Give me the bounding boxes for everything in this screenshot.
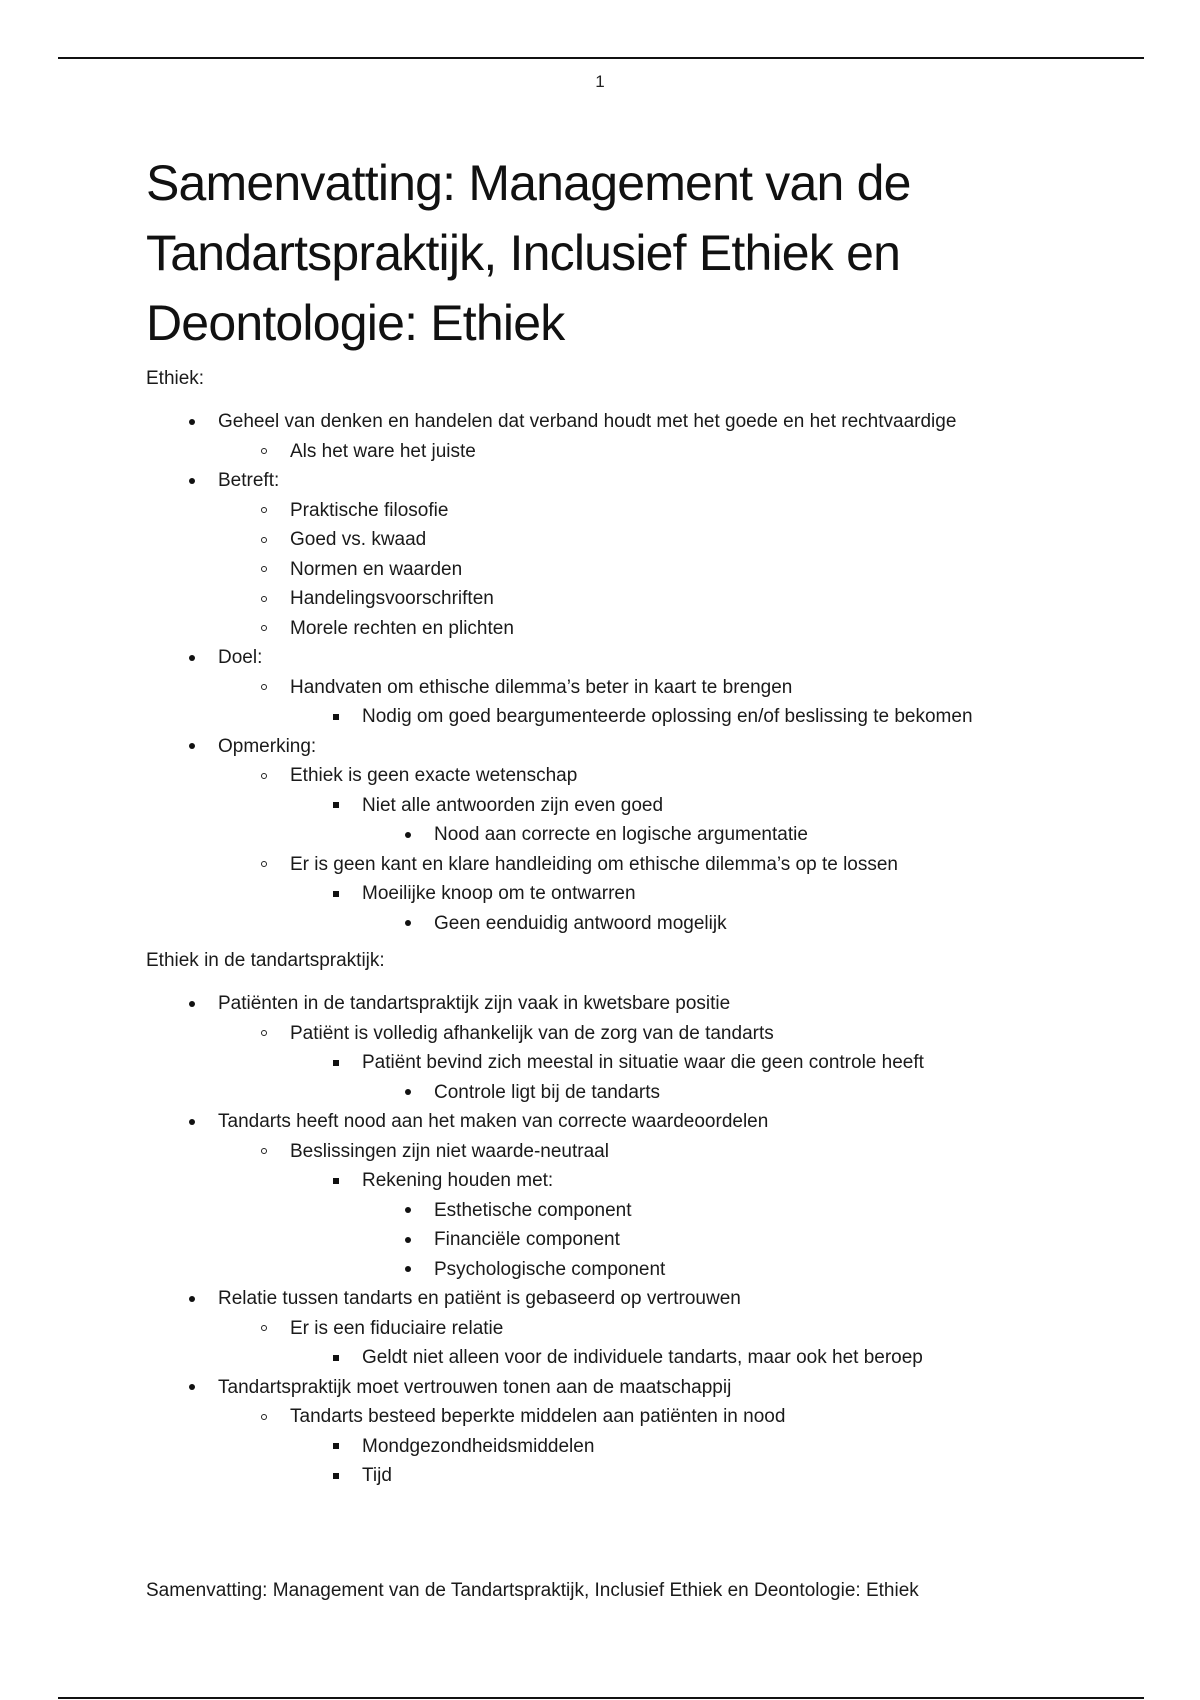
list-item xyxy=(146,1284,1126,1314)
list-item-text: Mondgezondheidsmiddelen xyxy=(362,1435,595,1457)
list-item-text: Tandarts besteed beperkte middelen aan patiënten in nood xyxy=(290,1406,786,1427)
list-item-text: Als het ware het juiste xyxy=(290,440,476,462)
section-label-tandartspraktijk: Ethiek in de tandartspraktijk: xyxy=(146,950,385,971)
list-item xyxy=(146,791,1126,821)
bullet-dot-icon xyxy=(398,820,418,850)
page-number: 1 xyxy=(595,72,605,91)
section-label-ethiek: Ethiek: xyxy=(146,368,205,389)
list-item-text: Betreft: xyxy=(218,470,280,491)
list-item xyxy=(146,584,1126,614)
list-item xyxy=(146,702,1126,732)
document-title: Samenvatting: Management van de Tandartspraktijk, Inclusief Ethiek en Deontologie: Ethiek xyxy=(146,155,911,351)
list-item xyxy=(146,1461,1126,1491)
bullet-dot-icon xyxy=(398,1255,418,1285)
list-item-text: Moeilijke knoop om te ontwarren xyxy=(362,883,636,904)
list-item xyxy=(146,437,1126,467)
list-item-text: Normen en waarden xyxy=(290,558,463,580)
document-body xyxy=(146,148,1126,1491)
bullet-circle-icon xyxy=(254,1137,274,1167)
list-item xyxy=(146,1196,1126,1226)
bullet-circle-icon xyxy=(254,584,274,614)
list-item-text: Psychologische component xyxy=(434,1258,666,1280)
list-item-text: Niet alle antwoorden zijn even goed xyxy=(362,794,664,816)
bullet-circle-icon xyxy=(254,614,274,644)
list-item xyxy=(146,1166,1126,1196)
list-item-text: Geldt niet alleen voor de individuele tandarts, maar ook het beroep xyxy=(362,1347,923,1368)
header-rule xyxy=(58,57,1144,59)
bullet-circle-icon xyxy=(254,673,274,703)
list-item xyxy=(146,879,1126,909)
footer-text: Samenvatting: Management van de Tandartspraktijk, Inclusief Ethiek en Deontologie: Ethiek xyxy=(146,1580,919,1601)
list-item xyxy=(146,1137,1126,1167)
list-item xyxy=(146,820,1126,850)
list-item-text: Rekening houden met: xyxy=(362,1170,554,1191)
list-item xyxy=(146,525,1126,555)
list-item-text: Handvaten om ethische dilemma’s beter in kaart te brengen xyxy=(290,676,793,698)
bullet-square-icon xyxy=(326,1166,346,1196)
bullet-dot-icon xyxy=(182,466,202,496)
list-item xyxy=(146,614,1126,644)
bullet-square-icon xyxy=(326,791,346,821)
list-item xyxy=(146,1048,1126,1078)
bullet-list-tandartspraktijk xyxy=(146,989,1126,1491)
list-item-text: Opmerking: xyxy=(218,735,317,757)
list-item-text: Er is een fiduciaire relatie xyxy=(290,1317,504,1339)
bullet-square-icon xyxy=(326,1432,346,1462)
list-item-text: Esthetische component xyxy=(434,1199,632,1221)
list-item-text: Relatie tussen tandarts en patiënt is gebaseerd op vertrouwen xyxy=(218,1288,741,1309)
footer-rule xyxy=(58,1697,1144,1699)
list-item-text: Financiële component xyxy=(434,1229,620,1250)
bullet-circle-icon xyxy=(254,761,274,791)
list-item-text: Ethiek is geen exacte wetenschap xyxy=(290,765,578,786)
list-item xyxy=(146,1019,1126,1049)
bullet-dot-icon xyxy=(182,407,202,437)
list-item xyxy=(146,1107,1126,1137)
bullet-square-icon xyxy=(326,1461,346,1491)
list-item-text: Patiënt bevind zich meestal in situatie waar die geen controle heeft xyxy=(362,1052,924,1073)
bullet-circle-icon xyxy=(254,1019,274,1049)
list-item-text: Goed vs. kwaad xyxy=(290,529,427,550)
bullet-circle-icon xyxy=(254,437,274,467)
list-item-text: Beslissingen zijn niet waarde-neutraal xyxy=(290,1140,609,1162)
list-item xyxy=(146,761,1126,791)
list-item-text: Tijd xyxy=(362,1465,392,1486)
bullet-circle-icon xyxy=(254,525,274,555)
bullet-dot-icon xyxy=(182,989,202,1019)
list-item xyxy=(146,1078,1126,1108)
list-item-text: Tandarts heeft nood aan het maken van correcte waardeoordelen xyxy=(218,1111,769,1132)
list-item xyxy=(146,850,1126,880)
list-item xyxy=(146,407,1126,437)
bullet-circle-icon xyxy=(254,850,274,880)
list-item-text: Patiënt is volledig afhankelijk van de zorg van de tandarts xyxy=(290,1022,774,1044)
list-item-text: Handelingsvoorschriften xyxy=(290,588,494,609)
list-item-text: Patiënten in de tandartspraktijk zijn vaak in kwetsbare positie xyxy=(218,993,731,1014)
list-item xyxy=(146,732,1126,762)
bullet-dot-icon xyxy=(398,1196,418,1226)
list-item xyxy=(146,1225,1126,1255)
bullet-list-ethiek xyxy=(146,407,1126,938)
bullet-dot-icon xyxy=(398,1078,418,1108)
bullet-dot-icon xyxy=(182,732,202,762)
bullet-square-icon xyxy=(326,702,346,732)
list-item-text: Praktische filosofie xyxy=(290,499,449,521)
bullet-square-icon xyxy=(326,879,346,909)
list-item xyxy=(146,1432,1126,1462)
list-item xyxy=(146,1402,1126,1432)
list-item xyxy=(146,1255,1126,1285)
bullet-circle-icon xyxy=(254,555,274,585)
list-item-text: Nood aan correcte en logische argumentatie xyxy=(434,824,808,845)
list-item xyxy=(146,466,1126,496)
bullet-dot-icon xyxy=(182,643,202,673)
bullet-dot-icon xyxy=(398,1225,418,1255)
list-item xyxy=(146,989,1126,1019)
bullet-circle-icon xyxy=(254,496,274,526)
list-item xyxy=(146,673,1126,703)
bullet-square-icon xyxy=(326,1343,346,1373)
list-item xyxy=(146,643,1126,673)
list-item xyxy=(146,555,1126,585)
list-item xyxy=(146,1314,1126,1344)
list-item-text: Er is geen kant en klare handleiding om ethische dilemma’s op te lossen xyxy=(290,853,898,875)
list-item-text: Tandartspraktijk moet vertrouwen tonen aan de maatschappij xyxy=(218,1376,732,1398)
bullet-dot-icon xyxy=(182,1107,202,1137)
list-item-text: Nodig om goed beargumenteerde oplossing en/of beslissing te bekomen xyxy=(362,706,973,727)
list-item-text: Geheel van denken en handelen dat verband houdt met het goede en het rechtvaardige xyxy=(218,411,957,432)
bullet-dot-icon xyxy=(398,909,418,939)
bullet-square-icon xyxy=(326,1048,346,1078)
bullet-circle-icon xyxy=(254,1314,274,1344)
list-item-text: Controle ligt bij de tandarts xyxy=(434,1081,661,1103)
list-item xyxy=(146,496,1126,526)
list-item xyxy=(146,1373,1126,1403)
bullet-circle-icon xyxy=(254,1402,274,1432)
list-item xyxy=(146,1343,1126,1373)
list-item xyxy=(146,909,1126,939)
list-item-text: Doel: xyxy=(218,647,263,668)
list-item-text: Geen eenduidig antwoord mogelijk xyxy=(434,912,727,934)
bullet-dot-icon xyxy=(182,1284,202,1314)
bullet-dot-icon xyxy=(182,1373,202,1403)
list-item-text: Morele rechten en plichten xyxy=(290,617,514,639)
